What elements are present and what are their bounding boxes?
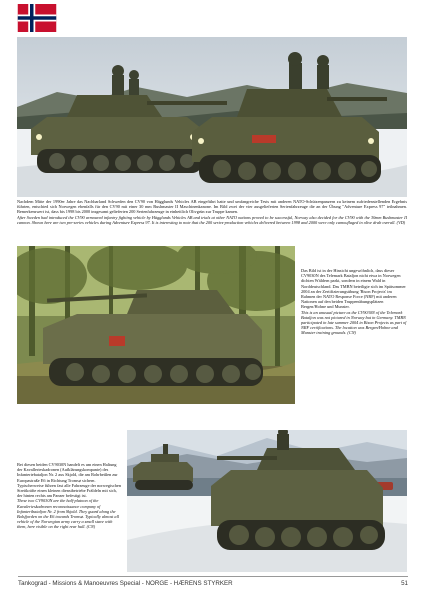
caption-photo-2	[301, 268, 407, 398]
caption-2-english: This is an unusual picture as the CV9030N of the Telemark Bataljon was not pictured in Norway but in Germany. TMBN participated in late summer 2004 in Bison Projects as part of NRF certifications. The location was Bergen/Hohne and Munster training grounds. (CN)	[301, 309, 407, 336]
caption-1-german: Nachdem Mitte der 1990er Jahre das Nachbarland Schweden den CV90 von Hägglunds Vehicles AB eingeführt hatte und umfangreiche Tests mit anderen NATO-Schützenpanzern zu keinem zufriedenstellenden Ergebnis führten, entschied sich Norwegen ebenfalls für den CV90 mit einer 30 mm Bushmaster II Maschinenkanone. Im Bild zwei der vier ausgelieferten Serienfahrzeuge die an der Übung "Adventure Express 97" teilnahmen. Bemerkenswert ist, dass bis 1998 bis 2000 insgesamt gelieferten 200 Serienfahrzeuge in einheitlich Olivgrün zur Truppe kamen.	[17, 199, 407, 215]
caption-2-german: Das Bild ist in der Hinsicht ungewöhnlich, dass dieser CV9030N des Telemark Bataljon nicht etwa in Norwegen dichten Wäldern parkt, sondern in einem Wald in Norddeutschland. Das TMBN beteiligte sich im Spätsommer 2004 an der Zertifizierungsübung 'Bison Projects' im Rahmen der NATO Response Force (NRF) mit anderen Nationen auf den beiden Truppenübungsplätzen Bergen/Hohne und Munster.	[301, 268, 406, 310]
photo-cv9030n-forest	[17, 246, 295, 404]
caption-3-english: These two CV9030N are the half-platoon of the Kavalerieskadronen reconnaissance company of Infanteribataljon Nr. 2 from Skjold. They guard along the Balsfjorden on the E6 towards Tromsø. Typically almost all vehicle of the Norwegian army carry a small stave with them, here visible on the right rear hull. (CN)	[17, 498, 119, 530]
norway-flag-icon	[16, 4, 58, 32]
caption-1-english: After Sweden had introduced the CV90 armoured infantry fighting vehicle by Hägglunds Vehicles AB and trials at other NATO nations proved to be successful, Norway also decided for the CV90 with the 30mm Bushmaster II cannon. Shown here are two pre-series vehicles during Adventure Express 97. It is interesting to note that the 200 series-production vehicles delivered between 1998 and 2000 were only camouflaged in olive drab overall. (VD)	[17, 214, 407, 225]
caption-photo-1	[17, 199, 407, 243]
caption-3-german: Bei diesen beiden CV9030N handelt es um einen Haltung der Kavallerieskadronen (Aufklärungskompanie) des Infanteriebataljon Nr. 2 aus Skjold, die am Rohrbeißen zur Europastraße E6 in Richtung Tromsø sichern. Typischerweise führen fast alle Fahrzeuge der norwegischen Streitkräfte einen kleinen dienstbetriebe Fräldeln mit sich, der hinten rechts am Panzer befestigt ist.	[17, 462, 121, 499]
footer-text: Tankograd - Missions & Manoeuvres Special - NORGE - HÆRENS STYRKER	[18, 580, 233, 587]
caption-photo-3	[17, 462, 121, 572]
photo-two-cv90-fjord	[127, 430, 407, 572]
footer-rule	[18, 576, 408, 577]
page-footer	[18, 580, 408, 587]
photo-two-cv90-snow	[17, 37, 407, 197]
page-number: 51	[401, 580, 408, 587]
